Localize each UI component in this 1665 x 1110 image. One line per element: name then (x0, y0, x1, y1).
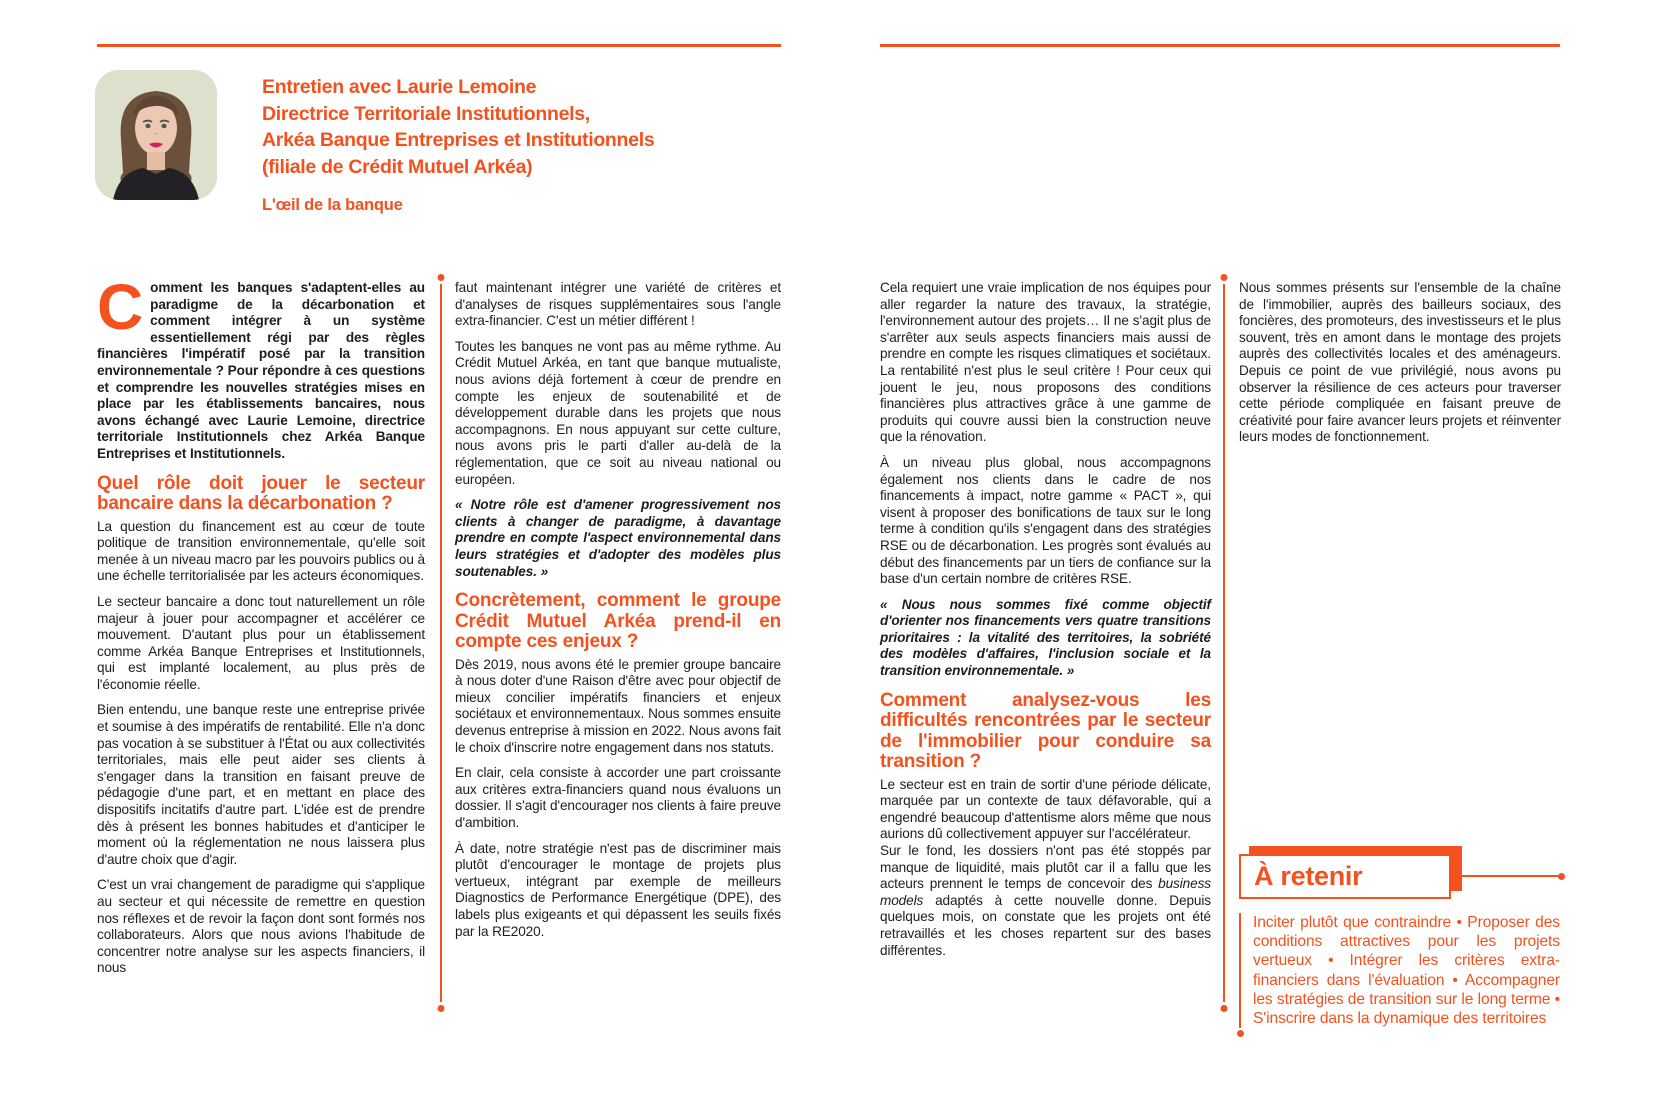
article-subtitle: L'œil de la banque (262, 196, 403, 214)
dropcap-letter: C (97, 271, 144, 343)
body-paragraph: La question du financement est au cœur de toute politique de transition environnementale, qu'elle soit menée à un niveau macro par les pouvoirs publics ou à une échelle territorialisée par les acteurs économiques. (97, 518, 425, 584)
title-line-3: Arkéa Banque Entreprises et Institutionnels (262, 129, 655, 151)
italic-term: business models (880, 876, 1211, 908)
title-line-1: Entretien avec Laurie Lemoine (262, 76, 537, 98)
question-heading-2: Concrètement, comment le groupe Crédit Mutuel Arkéa prend-il en compte ces enjeux ? (455, 590, 781, 653)
top-rule-left-page (97, 44, 781, 47)
a-retenir-title-box (1239, 854, 1451, 899)
top-rule-right-page (880, 44, 1560, 47)
portrait-photo (95, 70, 217, 200)
column-2 (455, 280, 781, 949)
body-paragraph: Bien entendu, une banque reste une entreprise privée et soumise à des impératifs de rentabilité. Elle n'a donc pas vocation à se substituer à l'État ou aux collectivités territoriales, mais elle peut aider ses clients à s'engager dans la transition en faisant preuve de pédagogie d'une part, et en mettant en place des dispositifs incitatifs d'autre part. L'idée est de prendre dès à présent les bonnes habitudes et d'anticiper le moment où la réglementation ne nous laissera plus d'autre choix que d'agir. (97, 702, 425, 867)
pull-quote-1: « Notre rôle est d'amener progressivement nos clients à changer de paradigme, à davantage prendre en compte l'aspect environnemental dans leurs stratégies et d'adopter des modèles plus soutenables. » (455, 497, 781, 579)
question-heading-3: Comment analysez-vous les difficultés rencontrées par le secteur de l'immobilier pour conduire sa transition ? (880, 689, 1211, 773)
column-separator-left-page (440, 284, 442, 1002)
title-line-4: (filiale de Crédit Mutuel Arkéa) (262, 155, 533, 178)
body-paragraph: En clair, cela consiste à accorder une part croissante aux critères extra-financiers quand nous évaluons un dossier. Il s'agit d'encourager nos clients à faire preuve d'ambition. (455, 765, 781, 830)
pull-quote-2: « Nous nous sommes fixé comme objectif d'orienter nos financements vers quatre transitions prioritaires : la vitalité des territoires, la sobriété des modèles d'affaires, l'inclusion sociale et la transition environnementale. » (880, 596, 1211, 679)
body-paragraph: À date, notre stratégie n'est pas de discriminer mais plutôt d'encourager le montage de projets plus vertueux, intégrant par exemple de meilleurs Diagnostics de Performance Energétique (DPE), des labels plus exigeants et qui dépassent les seuils fixés par la RE2020. (455, 840, 781, 939)
article-header (262, 74, 782, 215)
body-paragraph: Le secteur bancaire a donc tout naturellement un rôle majeur à jouer pour accompagner et accélérer ce mouvement. D'autant plus pour un établissement comme Arkéa Banque Entreprises et Institutionnels, qui est implanté localement, au plus près de l'économie réelle. (97, 593, 425, 692)
body-paragraph: faut maintenant intégrer une variété de critères et d'analyses de risques supplémentaires sous l'angle extra-financier. C'est un métier différent ! (455, 280, 781, 329)
column-separator-right-page (1223, 284, 1225, 1002)
column-1 (97, 271, 425, 986)
title-line-2: Directrice Territoriale Institutionnels, (262, 102, 590, 125)
intro-text: omment les banques s'adaptent-elles au paradigme de la décarbonation et comment intégrer à un système essentiellement régi par des règles financières l'impératif posé par la transition environnementale ? Pour répondre à ces questions et comprendre les nouvelles stratégies mises en place par les établissements bancaires, nous avons échangé avec Laurie Lemoine, directrice territoriale Institutionnels chez Arkéa Banque Entreprises et Institutionnels. (97, 280, 425, 461)
a-retenir-summary: Inciter plutôt que contraindre • Proposer des conditions attractives pour les projets vertueux • Intégrer les critères extra-financiers dans l'évaluation • Accompagner les stratégies de transition sur le long terme • S'inscrire dans la dynamique des territoires (1239, 913, 1560, 1028)
body-paragraph: Le secteur est en train de sortir d'une période délicate, marquée par un contexte de taux défavorable, qui a engendré beaucoup d'attentisme alors même que nous aurions dû collectivement appuyer sur l'accélérateur. (880, 776, 1211, 842)
paragraph-text: Sur le fond, les dossiers n'ont pas été stoppés par manque de liquidité, mais plutôt car il a fallu que les acteurs prennent le temps de concevoir des (880, 843, 1211, 892)
intro-paragraph (97, 271, 425, 463)
body-paragraph: Dès 2019, nous avons été le premier groupe bancaire à nous doter d'une Raison d'être avec pour objectif de mieux concilier impératifs financiers et enjeux sociétaux et environnementaux. Nous sommes ensuite devenus entreprise à mission en 2022. Nous avons fait le choix d'inscrire notre engagement dans nos statuts. (455, 656, 781, 755)
body-paragraph: À un niveau plus global, nous accompagnons également nos clients dans le cadre de nos financements à impact, notre gamme « PACT », qui visent à proposer des bonifications de taux sur le long terme à condition qu'ils s'engagent dans des stratégies RSE ou de décarbonation. Les progrès sont évalués au début des financements par un tiers de confiance sur la base d'un certain nombre de critères RSE. (880, 454, 1211, 587)
body-paragraph: Nous sommes présents sur l'ensemble de la chaîne de l'immobilier, auprès des bailleurs sociaux, des foncières, des promoteurs, des investisseurs et le plus souvent, très en amont dans le montage des projets auprès des collectivités locales et des aménageurs. Depuis ce point de vue privilégié, nous avons pu observer la résilience de ces acteurs pour traverser cette période compliquée en faisant preuve de créativité pour faire avancer leurs projets et réinventer leurs modes de fonctionnement. (1239, 280, 1561, 445)
column-4 (1239, 280, 1561, 455)
column-3 (880, 280, 1211, 968)
paragraph-text: adaptés à cette nouvelle donne. Depuis quelques mois, on constate que les projets ont été retravaillés et les choses repartent sur des bases différentes. (880, 892, 1211, 958)
article-title (262, 74, 782, 180)
question-heading-1: Quel rôle doit jouer le secteur bancaire dans la décarbonation ? (97, 472, 425, 515)
body-paragraph: Toutes les banques ne vont pas au même rythme. Au Crédit Mutuel Arkéa, en tant que banque mutualiste, nous avions déjà fortement à cœur de prendre en compte les enjeux de soutenabilité et de développement durable dans les projets que nous accompagnons. En nous appuyant sur cette culture, nous avons pris le parti d'aller au-delà de la réglementation, que ce soit au niveau national ou européen. (455, 338, 781, 487)
body-paragraph: C'est un vrai changement de paradigme qui s'applique au secteur et qui nécessite de remettre en question nos réflexes et de revoir la façon dont sont formés nos collaborateurs. Alors que nous avions l'habitude de concentrer notre analyse sur les aspects financiers, il nous (97, 877, 425, 976)
a-retenir-title: À retenir (1254, 861, 1363, 891)
body-paragraph (880, 843, 1211, 959)
a-retenir-connector-line (1462, 875, 1561, 877)
body-paragraph: Cela requiert une vraie implication de nos équipes pour aller regarder la nature des travaux, la stratégie, l'environnement autour des projets… Il ne s'agit plus de s'arrêter aux seuls aspects financiers mais aussi de prendre en compte les risques climatiques et sociétaux. La rentabilité n'est plus le seul critère ! Pour ceux qui jouent le jeu, nous proposons des conditions financières plus attractives grâce à une gamme de produits qui couvre aussi bien la construction neuve que la rénovation. (880, 280, 1211, 445)
